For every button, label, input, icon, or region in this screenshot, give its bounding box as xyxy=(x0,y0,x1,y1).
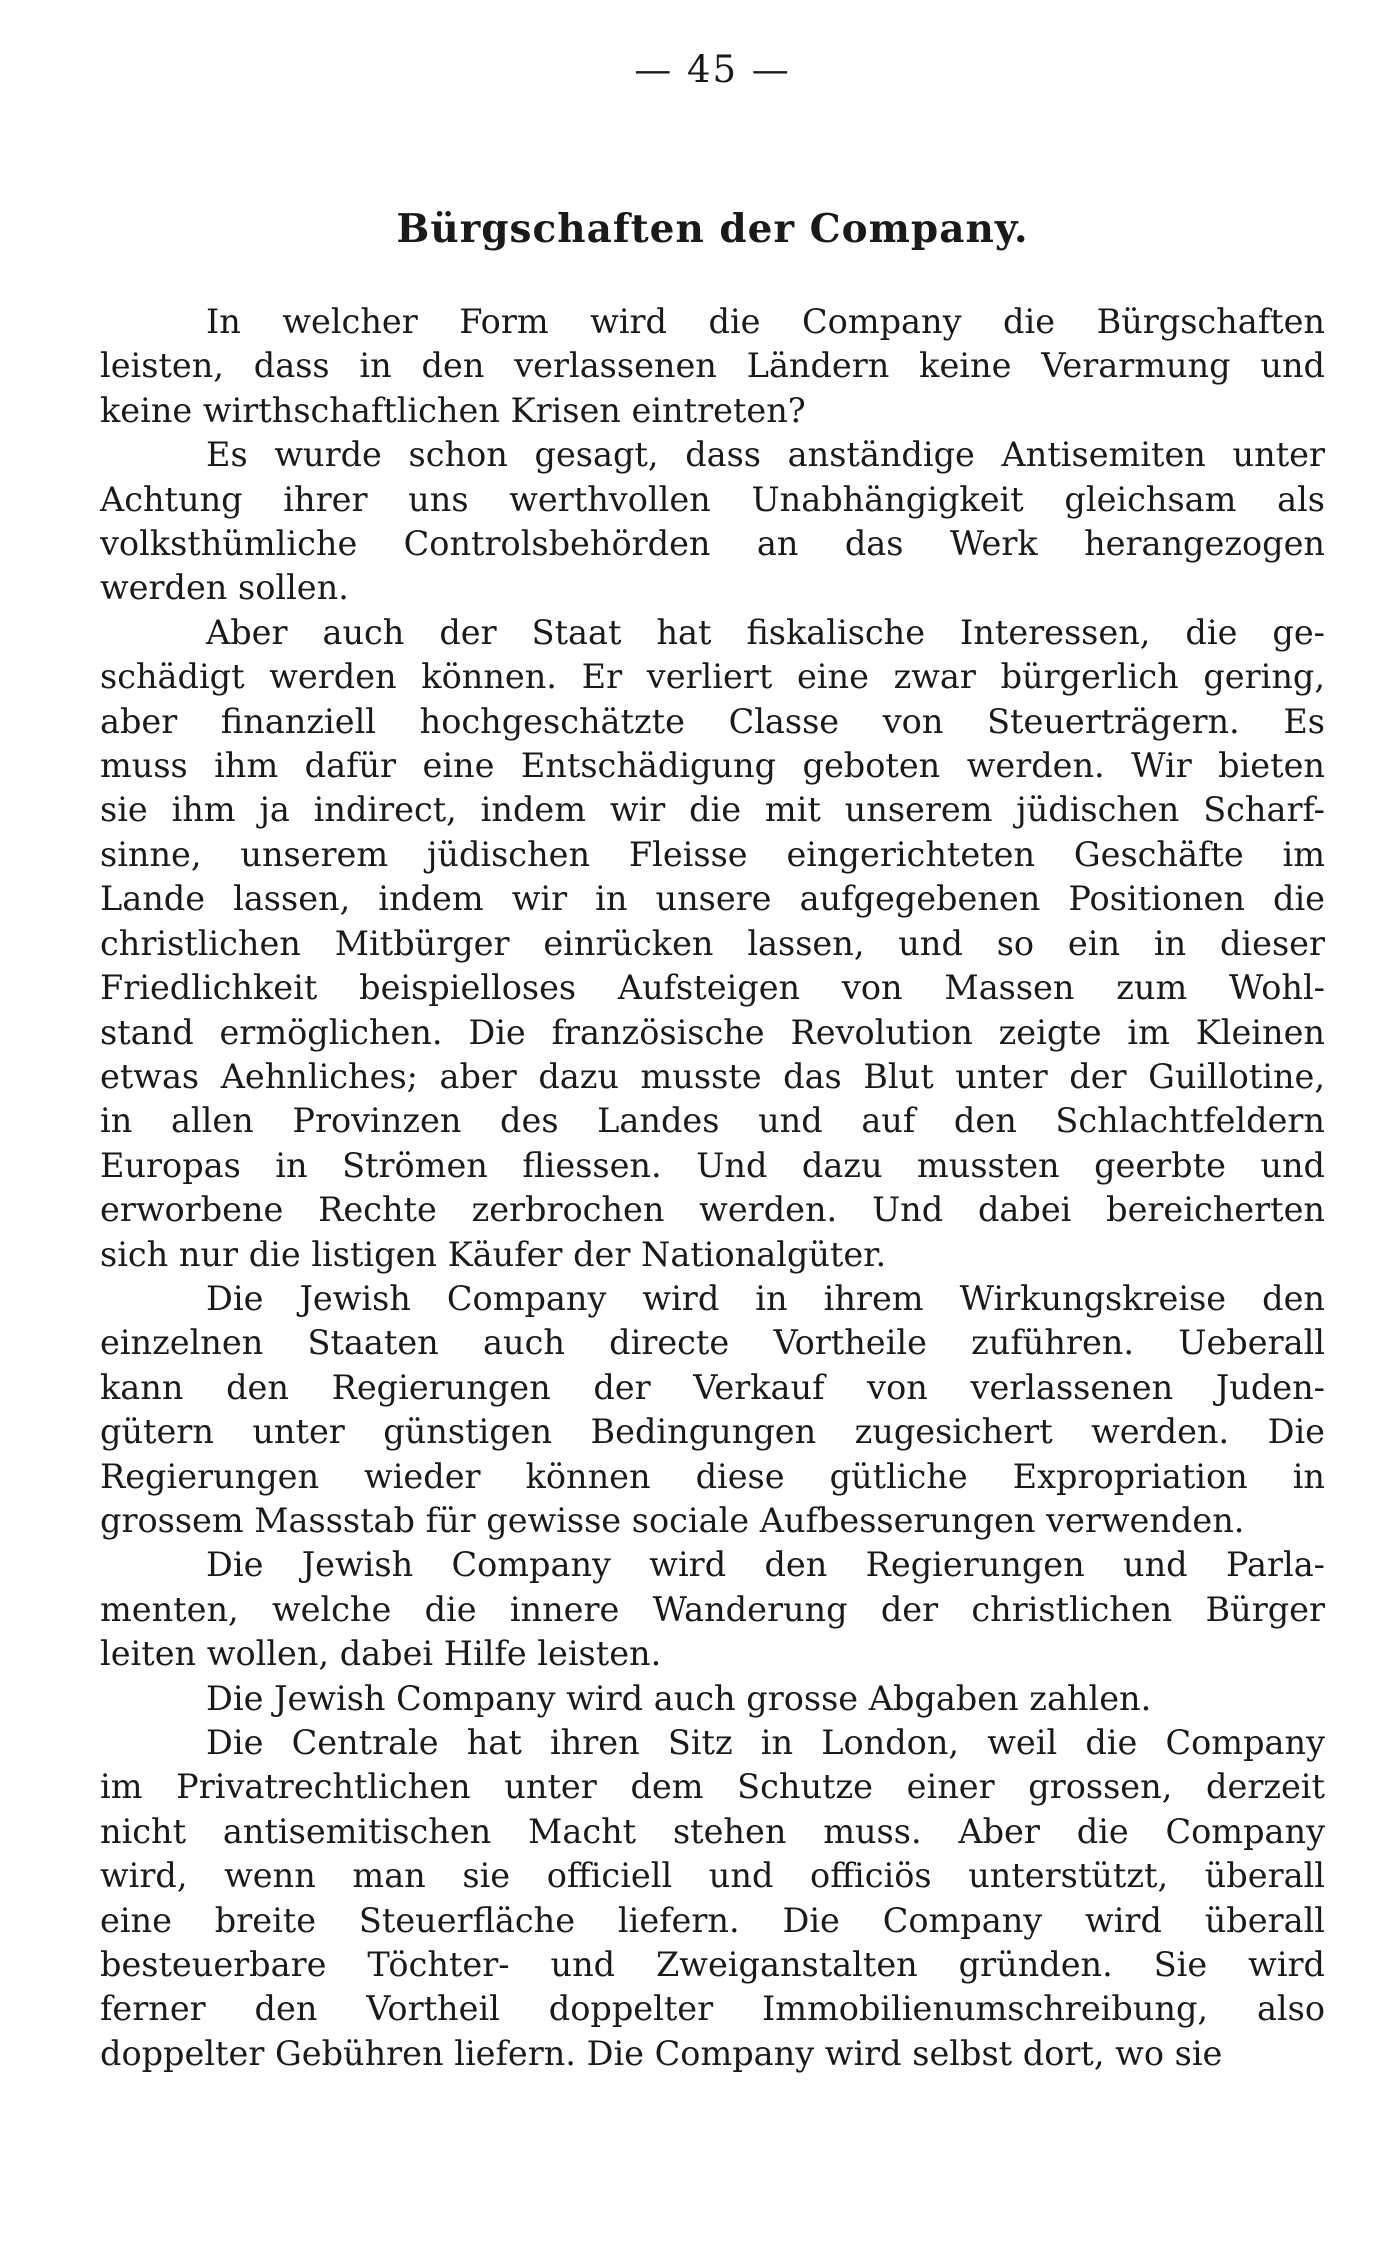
paragraph xyxy=(100,433,1325,611)
text-line: wird, wenn man sie officiell und officiös unterstützt, überall xyxy=(100,1856,1325,1896)
text-line: aber finanziell hochgeschätzte Classe von Steuerträgern. Es xyxy=(100,701,1325,741)
text-line: leisten, dass in den verlassenen Ländern keine Verarmung und xyxy=(100,346,1325,386)
text-line: keine wirthschaftlichen Krisen eintreten? xyxy=(100,390,806,430)
text-line: Die Jewish Company wird auch grosse Abgaben zahlen. xyxy=(206,1678,1152,1718)
paragraph xyxy=(100,611,1325,1277)
text-line: erworbene Rechte zerbrochen werden. Und dabei bereicherten xyxy=(100,1190,1325,1230)
text-line: Regierungen wieder können diese gütliche Expropriation in xyxy=(100,1456,1325,1496)
paragraph xyxy=(100,1721,1325,2076)
text-line: nicht antisemitischen Macht stehen muss. Aber die Company xyxy=(100,1811,1325,1851)
text-line: besteuerbare Töchter- und Zweiganstalten gründen. Sie wird xyxy=(100,1945,1325,1985)
text-line: muss ihm dafür eine Entschädigung geboten werden. Wir bieten xyxy=(100,746,1325,786)
text-line: schädigt werden können. Er verliert eine zwar bürgerlich gering, xyxy=(100,657,1325,697)
text-line: menten, welche die innere Wanderung der christlichen Bürger xyxy=(100,1589,1325,1629)
page-number: — 45 — xyxy=(634,48,791,91)
text-line: ferner den Vortheil doppelter Immobilienumschreibung, also xyxy=(100,1989,1325,2029)
text-line: einzelnen Staaten auch directe Vortheile zuführen. Ueberall xyxy=(100,1323,1325,1363)
text-line: In welcher Form wird die Company die Bürgschaften xyxy=(206,302,1325,341)
text-line: stand ermöglichen. Die französische Revolution zeigte im Kleinen xyxy=(100,1012,1325,1052)
text-line: Aber auch der Staat hat fiskalische Interessen, die ge- xyxy=(206,612,1325,652)
text-line: Es wurde schon gesagt, dass anständige Antisemiten unter xyxy=(206,435,1325,475)
text-line: sich nur die listigen Käufer der Nationalgüter. xyxy=(100,1234,887,1274)
text-line: grossem Massstab für gewisse sociale Aufbesserungen verwenden. xyxy=(100,1500,1245,1540)
text-line: leiten wollen, dabei Hilfe leisten. xyxy=(100,1634,662,1674)
section-heading: Bürgschaften der Company. xyxy=(396,206,1029,252)
text-line: Friedlichkeit beispielloses Aufsteigen von Massen zum Wohl- xyxy=(100,968,1325,1008)
text-line: eine breite Steuerfläche liefern. Die Company wird überall xyxy=(100,1900,1325,1940)
text-line: Die Jewish Company wird den Regierungen und Parla- xyxy=(206,1545,1325,1585)
text-line: Die Centrale hat ihren Sitz in London, weil die Company xyxy=(206,1723,1325,1762)
text-line: werden sollen. xyxy=(100,568,349,608)
text-line: Die Jewish Company wird in ihrem Wirkungskreise den xyxy=(206,1278,1325,1318)
text-line: Achtung ihrer uns werthvollen Unabhängigkeit gleichsam als xyxy=(100,479,1325,519)
text-line: doppelter Gebühren liefern. Die Company wird selbst dort, wo sie xyxy=(100,2033,1223,2073)
paragraph xyxy=(100,1277,1325,1543)
text-line: in allen Provinzen des Landes und auf den Schlachtfeldern xyxy=(100,1101,1325,1141)
text-line: Europas in Strömen fliessen. Und dazu mussten geerbte und xyxy=(100,1145,1325,1185)
text-line: sinne, unserem jüdischen Fleisse eingerichteten Geschäfte im xyxy=(100,834,1325,874)
text-line: christlichen Mitbürger einrücken lassen, und so ein in dieser xyxy=(100,923,1325,963)
text-line: etwas Aehnliches; aber dazu musste das Blut unter der Guillotine, xyxy=(100,1056,1325,1096)
text-line: im Privatrechtlichen unter dem Schutze einer grossen, derzeit xyxy=(100,1767,1325,1807)
text-line: gütern unter günstigen Bedingungen zugesichert werden. Die xyxy=(100,1412,1325,1452)
document-page xyxy=(100,0,1325,2241)
paragraph xyxy=(100,300,1325,433)
text-line: kann den Regierungen der Verkauf von verlassenen Juden- xyxy=(100,1367,1325,1407)
body-text xyxy=(100,300,1325,2076)
text-line: volksthümliche Controlsbehörden an das Werk herangezogen xyxy=(100,524,1325,564)
paragraph xyxy=(100,1677,1325,1721)
paragraph xyxy=(100,1543,1325,1676)
text-line: Lande lassen, indem wir in unsere aufgegebenen Positionen die xyxy=(100,879,1325,919)
text-line: sie ihm ja indirect, indem wir die mit unserem jüdischen Scharf- xyxy=(100,790,1325,830)
